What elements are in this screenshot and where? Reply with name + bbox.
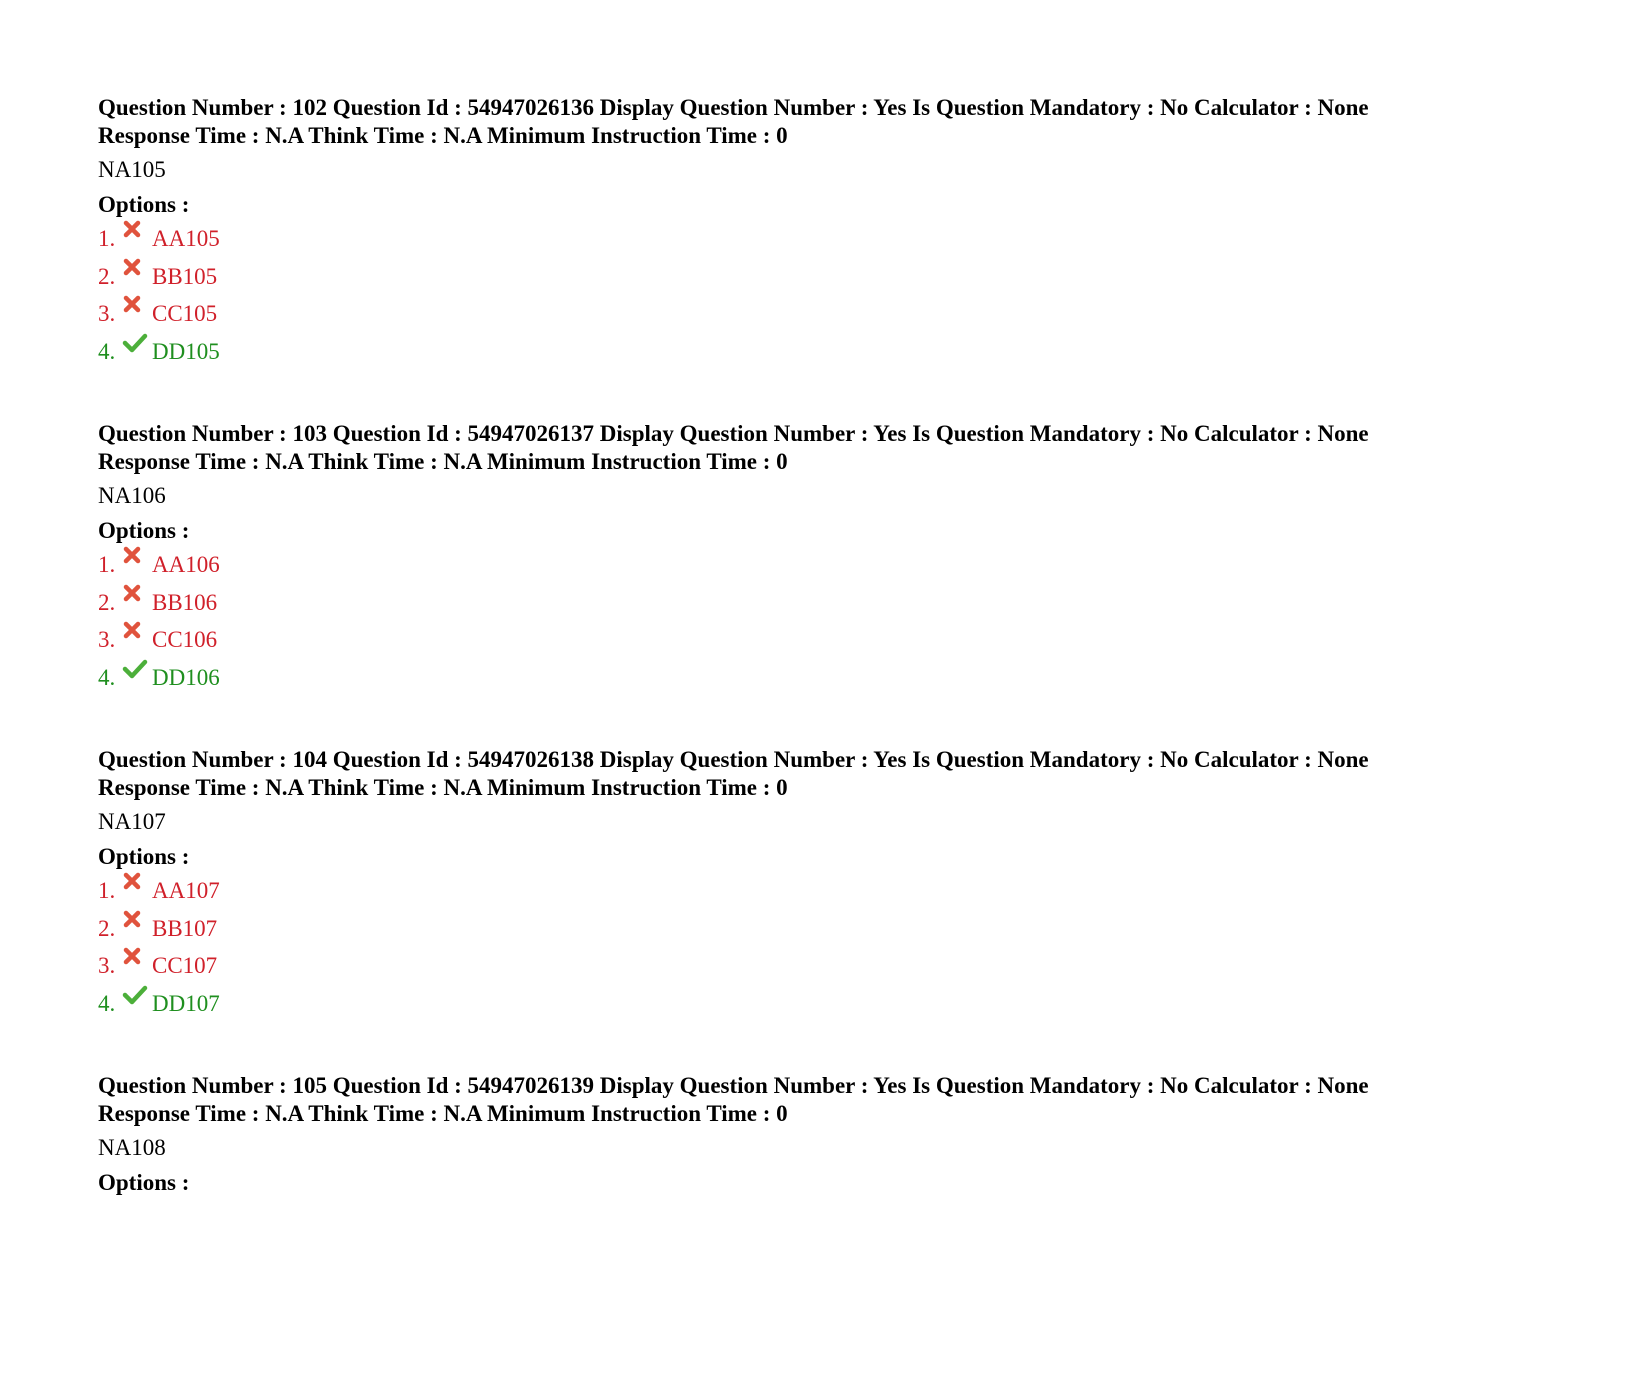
option-label: CC107 — [152, 953, 218, 978]
cross-icon — [122, 626, 152, 652]
option-number: 3. — [98, 627, 116, 652]
options-label: Options : — [98, 518, 190, 543]
question-text: NA106 — [98, 483, 166, 508]
option-number: 1. — [98, 552, 116, 577]
question-header — [98, 94, 1598, 150]
question-meta-line-2: Response Time : N.A Think Time : N.A Minimum Instruction Time : 0 — [98, 775, 788, 800]
question-block — [98, 1072, 1598, 1398]
check-icon — [122, 664, 152, 690]
option-label: BB106 — [152, 589, 218, 615]
option-label: DD107 — [152, 990, 220, 1016]
cross-icon — [122, 952, 152, 978]
option-item — [98, 300, 1598, 338]
option-label: CC105 — [152, 301, 218, 326]
question-meta-line-2: Response Time : N.A Think Time : N.A Minimum Instruction Time : 0 — [98, 1101, 788, 1126]
question-text: NA108 — [98, 1135, 166, 1160]
option-item — [98, 915, 1598, 953]
document-page — [98, 94, 1598, 1398]
option-number: 2. — [98, 915, 116, 941]
option-item — [98, 952, 1598, 990]
option-number: 4. — [98, 664, 116, 690]
question-meta-line-1: Question Number : 103 Question Id : 54947026137 Display Question Number : Yes Is Question Mandatory : No Calculator : None — [98, 421, 1369, 446]
option-label: DD106 — [152, 664, 220, 690]
option-label: DD105 — [152, 338, 220, 364]
question-text: NA105 — [98, 157, 166, 182]
question-meta-line-1: Question Number : 105 Question Id : 54947026139 Display Question Number : Yes Is Question Mandatory : No Calculator : None — [98, 1073, 1369, 1098]
cross-icon — [122, 915, 152, 941]
option-number: 3. — [98, 953, 116, 978]
question-header — [98, 1072, 1598, 1128]
option-item — [98, 589, 1598, 627]
cross-icon — [122, 263, 152, 289]
option-label: CC106 — [152, 627, 218, 652]
option-number: 2. — [98, 589, 116, 615]
cross-icon — [122, 225, 152, 251]
cross-icon — [122, 300, 152, 326]
option-item — [98, 551, 1598, 589]
option-item — [98, 990, 1598, 1028]
question-text: NA107 — [98, 809, 166, 834]
option-number: 4. — [98, 338, 116, 364]
option-item — [98, 225, 1598, 263]
check-icon — [122, 990, 152, 1016]
question-header — [98, 746, 1598, 802]
option-number: 3. — [98, 301, 116, 326]
option-label: AA107 — [152, 878, 220, 903]
question-meta-line-1: Question Number : 104 Question Id : 54947026138 Display Question Number : Yes Is Question Mandatory : No Calculator : None — [98, 747, 1369, 772]
option-number: 1. — [98, 878, 116, 903]
question-meta-line-2: Response Time : N.A Think Time : N.A Minimum Instruction Time : 0 — [98, 123, 788, 148]
option-label: AA105 — [152, 226, 220, 251]
options-list — [98, 551, 1598, 701]
question-meta-line-1: Question Number : 102 Question Id : 54947026136 Display Question Number : Yes Is Question Mandatory : No Calculator : None — [98, 95, 1369, 120]
option-item — [98, 664, 1598, 702]
option-label: BB105 — [152, 263, 218, 289]
cross-icon — [122, 551, 152, 577]
option-item — [98, 338, 1598, 376]
options-label: Options : — [98, 1170, 190, 1195]
option-label: BB107 — [152, 915, 218, 941]
question-header — [98, 420, 1598, 476]
options-label: Options : — [98, 192, 190, 217]
question-meta-line-2: Response Time : N.A Think Time : N.A Minimum Instruction Time : 0 — [98, 449, 788, 474]
option-number: 4. — [98, 990, 116, 1016]
question-block — [98, 94, 1598, 420]
options-list — [98, 225, 1598, 375]
cross-icon — [122, 589, 152, 615]
option-item — [98, 877, 1598, 915]
option-label: AA106 — [152, 552, 220, 577]
option-item — [98, 263, 1598, 301]
option-number: 2. — [98, 263, 116, 289]
cross-icon — [122, 877, 152, 903]
option-number: 1. — [98, 226, 116, 251]
options-list — [98, 877, 1598, 1027]
question-block — [98, 420, 1598, 746]
question-block — [98, 746, 1598, 1072]
check-icon — [122, 338, 152, 364]
option-item — [98, 626, 1598, 664]
options-label: Options : — [98, 844, 190, 869]
